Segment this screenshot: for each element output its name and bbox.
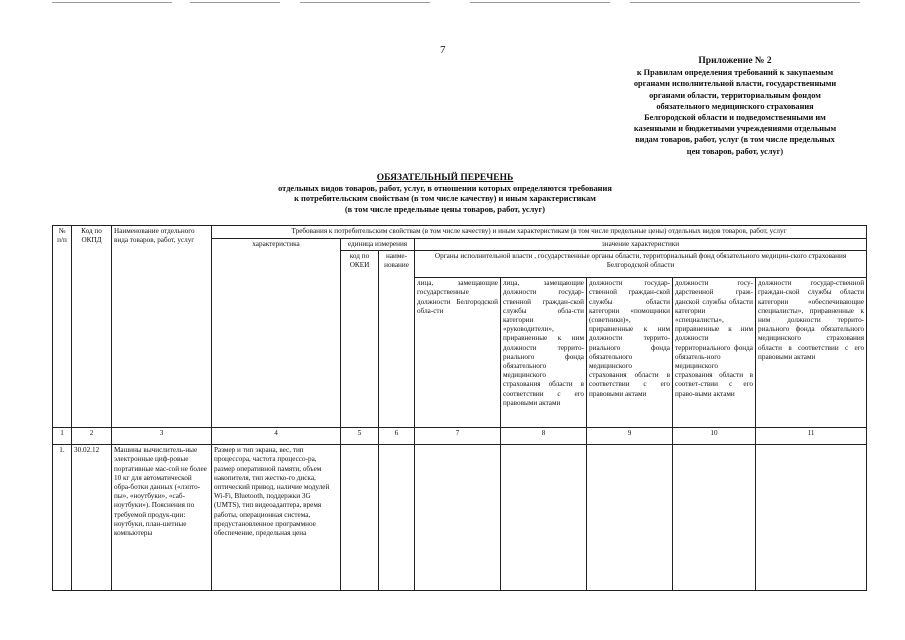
table-cell bbox=[756, 445, 867, 591]
column-number: 11 bbox=[756, 428, 867, 445]
column-number: 6 bbox=[379, 428, 415, 445]
group-assistants: должности государ-ственной граждан-ской службы области категории «помощники (советники)», приравненные к ним должности террито-риального фонда обязательного медицинского страхования области в соответствии с его правовыми актами bbox=[587, 278, 673, 428]
column-number: 9 bbox=[587, 428, 673, 445]
appendix-line: Белгородской области и подведомственными им bbox=[644, 113, 826, 123]
appendix-block bbox=[600, 56, 870, 157]
appendix-line: обязательного медицинского страхования bbox=[656, 101, 814, 111]
column-number: 1 bbox=[53, 428, 72, 445]
column-number: 5 bbox=[341, 428, 379, 445]
heading-line: (в том числе предельные цены товаров, работ, услуг) bbox=[344, 204, 546, 214]
table-cell bbox=[341, 445, 379, 591]
top-rule bbox=[190, 2, 280, 3]
page-number: 7 bbox=[440, 44, 446, 56]
top-rule bbox=[470, 2, 610, 3]
header-okpd: Код по ОКПД bbox=[72, 226, 112, 428]
row-okpd-code: 30.02.12 bbox=[72, 445, 112, 591]
header-num: № п/п bbox=[53, 226, 72, 428]
column-number: 2 bbox=[72, 428, 112, 445]
appendix-line: органами области, территориальным фондом bbox=[649, 90, 821, 100]
header-unit: единица измерения bbox=[341, 239, 415, 251]
top-rule bbox=[52, 2, 172, 3]
row-characteristic: Размер и тип экрана, вес, тип процессора, частота процессо-ра, размер оперативной памяти, объем накопителя, тип жестко-го диска, оптический привод, наличие модулей Wi-Fi, Bluetooth, поддержки 3G (UMTS), тип видеоадаптера, время работы, операционная система, предустановленное программное обеспечение, предельная цена bbox=[212, 445, 341, 591]
requirements-table bbox=[52, 225, 867, 591]
group-managers: лица, замещающие должности государ-ственной граждан-ской службы обла-сти категории «руководители», приравненные к ним должности террито-риального фонда обязательного медицинского страхования области в соответствии с его правовыми актами bbox=[501, 278, 587, 428]
group-state-positions: лица, замещающие государственные должности Белгородской обла-сти bbox=[415, 278, 501, 428]
group-specialists: должности госу-дарственной граж-данской службы области категории «специалисты», приравненные к ним должности территориального фонда обязатель-ного медицинского страхования области в соответ-ствии с его право-выми актами bbox=[673, 278, 756, 428]
column-number: 7 bbox=[415, 428, 501, 445]
appendix-line: казенными и бюджетными учреждениями отдельным bbox=[633, 124, 837, 134]
header-unit-code: код по ОКЕИ bbox=[341, 251, 379, 428]
header-organs: Органы исполнительной власти , государственные органы области, территориальный фонд обязательного медицин-ского страхования Белгородской области bbox=[415, 251, 867, 278]
header-characteristic: характеристика bbox=[212, 239, 341, 428]
appendix-title: Приложение № 2 bbox=[698, 56, 772, 66]
header-values: значение характеристики bbox=[415, 239, 867, 251]
row-number: 1. bbox=[53, 445, 72, 591]
table-cell bbox=[587, 445, 673, 591]
table-cell bbox=[673, 445, 756, 591]
group-support-specialists: должности государ-ственной граждан-ской службы области категории «обеспечивающие специалисты», приравненные к ним должности террито-риального фонда обязательного медицинского страхования области в соответствии с его правовыми актами bbox=[756, 278, 867, 428]
column-number: 8 bbox=[501, 428, 587, 445]
appendix-line: видам товаров, работ, услуг (в том числе предельных bbox=[635, 135, 835, 145]
top-rule bbox=[300, 2, 430, 3]
top-rule bbox=[630, 2, 860, 3]
header-unit-name: наиме- нование bbox=[379, 251, 415, 428]
appendix-line: цен товаров, работ, услуг) bbox=[686, 146, 784, 156]
table-cell bbox=[415, 445, 501, 591]
column-number: 10 bbox=[673, 428, 756, 445]
column-number: 4 bbox=[212, 428, 341, 445]
header-requirements: Требования к потребительским свойствам (в том числе качеству) и иным характеристикам (в том числе предельные цены) отдельных видов товаров, работ, услуг bbox=[212, 226, 867, 239]
heading-line: к потребительским свойствам (в том числе качеству) и иным характеристикам bbox=[294, 194, 596, 204]
document-title: ОБЯЗАТЕЛЬНЫЙ ПЕРЕЧЕНЬ bbox=[376, 173, 514, 183]
heading-line: отдельных видов товаров, работ, услуг, в отношении которых определяются требования bbox=[278, 183, 612, 193]
table-cell bbox=[379, 445, 415, 591]
row-item-name: Машины вычислитель-ные электронные циф-ровые портативные мас-сой не более 10 кг для автоматической обра-ботки данных («лэпто-пы», «ноутбуки», «саб-ноутбуки»). Пояснения по требуемой продук-ции: ноутбуки, план-шетные компьютеры bbox=[112, 445, 212, 591]
header-item-name: Наименование отдельного вида товаров, работ, услуг bbox=[112, 226, 212, 428]
document-heading bbox=[230, 173, 660, 215]
appendix-line: органами исполнительной власти, государственными bbox=[633, 79, 837, 89]
table-cell bbox=[501, 445, 587, 591]
appendix-line: к Правилам определения требований к закупаемым bbox=[636, 68, 834, 78]
column-number: 3 bbox=[112, 428, 212, 445]
